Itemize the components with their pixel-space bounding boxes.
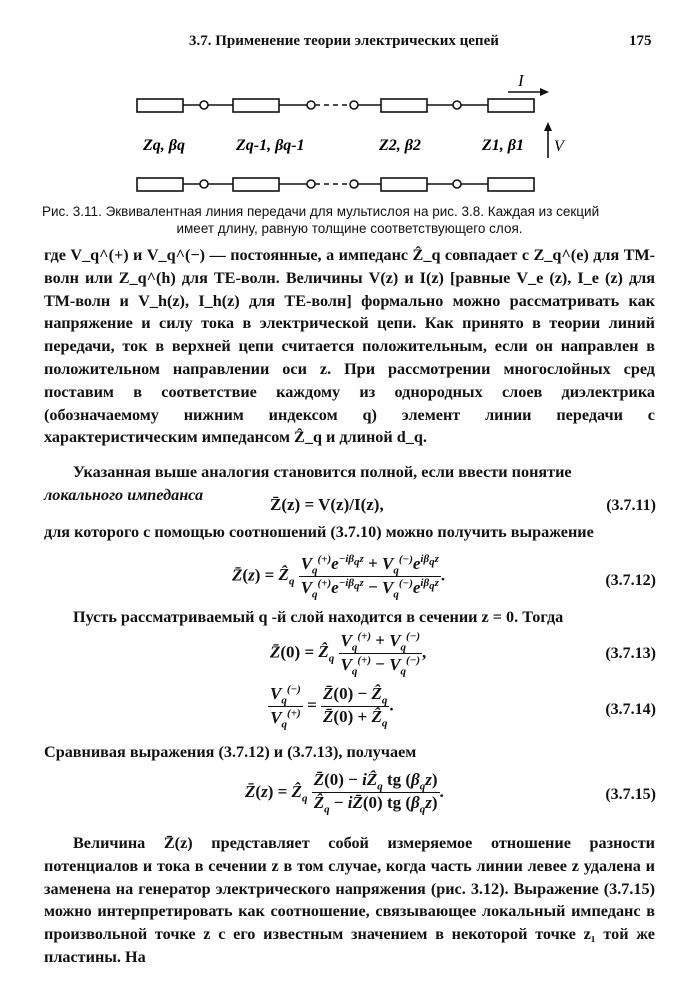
- paragraph-6-text: Величина Z̄(z) представляет собой измеряемое отношение разности потенциалов и тока в сечении z в том случае, когда часть линии левее z удалена и заменена на генератор электрического напряжения (рис. 3.12). Выражение (3.7.15) можно интерпретировать как соотношение, связывающее локальный импеданс в произвольной точке z с его известным значением в некоторой точке z₁ той же пластины. На: [44, 834, 655, 966]
- paragraph-3: [44, 521, 655, 544]
- paragraph-3-text: для которого с помощью соотношений (3.7.10) можно получить выражение: [44, 523, 594, 541]
- equation-number: (3.7.12): [605, 572, 656, 589]
- voltage-label: V: [554, 138, 564, 155]
- paragraph-5-text: Сравнивая выражения (3.7.12) и (3.7.13), получаем: [44, 743, 417, 761]
- equation-3-7-11: Z̄(z) = V(z)/I(z),: [270, 495, 384, 514]
- equation-number: (3.7.15): [605, 786, 656, 803]
- equation-number: (3.7.13): [605, 645, 656, 662]
- equation-3-7-15: Z̄(z) = Ẑ$_q$ $\frac{Z̄(0) - iẐ_q tg (\beta_qz)}{Ẑ_q - iZ̄(0) tg (\beta_qz)}$ .: [245, 770, 444, 816]
- transmission-line-figure: [0, 0, 697, 200]
- paragraph-2: [44, 461, 655, 484]
- section-label: Z2, β2: [379, 137, 421, 154]
- equation-3-7-12: Z̄(z) = Ẑ$_q$ $\frac{V_q^{(+)}e^{-i\beta_qz} + V_q^{(-)}e^{i\beta_qz}}{V_q^{(+)}e^{-i\beta_qz} - V_q^{(-)}e^{i\beta_qz}}$ .: [232, 553, 446, 601]
- paragraph-2-text: Указанная выше аналогия становится полной, если ввести понятие: [73, 463, 572, 481]
- local-impedance-label: локального импеданса: [44, 486, 204, 504]
- paragraph-4: [44, 606, 655, 629]
- section-label: Zq-1, βq-1: [236, 137, 305, 154]
- paragraph-1: [44, 244, 655, 449]
- page-number: 175: [629, 33, 652, 49]
- caption-line-1: Рис. 3.11. Эквивалентная линия передачи для мультислоя на рис. 3.8. Каждая из секций: [42, 204, 600, 219]
- equation-number: (3.7.14): [605, 701, 656, 718]
- equation-3-7-13: Z̄(0) = Ẑ$_q$ $\frac{V_q^{(+)} + V_q^{(-)}}{V_q^{(+)} - V_q^{(-)}}$ ,: [270, 630, 427, 678]
- local-impedance-term: [44, 484, 264, 507]
- equation-number: (3.7.11): [606, 497, 656, 514]
- figure-caption: [42, 203, 657, 237]
- paragraph-6: [44, 832, 655, 969]
- current-label: I: [518, 71, 524, 90]
- section-label: Z1, β1: [482, 137, 524, 154]
- paragraph-1-text: где V_q^(+) и V_q^(−) — постоянные, а импеданс Ẑ_q совпадает с Z_q^(e) для ТМ-волн или Z_q^(h) для ТЕ-волн. Величины V(z) и I(z) [равные V_e (z), I_e (z) для ТМ-волн и V_h(z), I_h(z) для ТЕ-волн] формально можно рассматривать как напряжение и силу тока в электрической цепи. Как принято в теории линий передачи, ток в верхней цепи считается положительным, если он направлен в положительном направлении оси z. При рассмотрении многослойных сред поставим в соответствие каждому из однородных слоев диэлектрика (обозначаемому нижним индексом q) элемент линии передачи с характеристическим импедансом Ẑ_q и длиной d_q.: [44, 246, 655, 447]
- running-header-title: 3.7. Применение теории электрических цепей: [189, 33, 499, 49]
- section-label: Zq, βq: [143, 137, 185, 154]
- caption-line-2: имеет длину, равную толщине соответствующего слоя.: [176, 221, 523, 236]
- equation-3-7-14: $\frac{V_q^{(-)}}{V_q^{(+)}}$ = $\frac{Z̄(0) - Ẑ_q}{Z̄(0) + Ẑ_q}$ .: [270, 683, 394, 731]
- paragraph-4-text: Пусть рассматриваемый q -й слой находится в сечении z = 0. Тогда: [73, 608, 564, 626]
- paragraph-5: [44, 741, 655, 764]
